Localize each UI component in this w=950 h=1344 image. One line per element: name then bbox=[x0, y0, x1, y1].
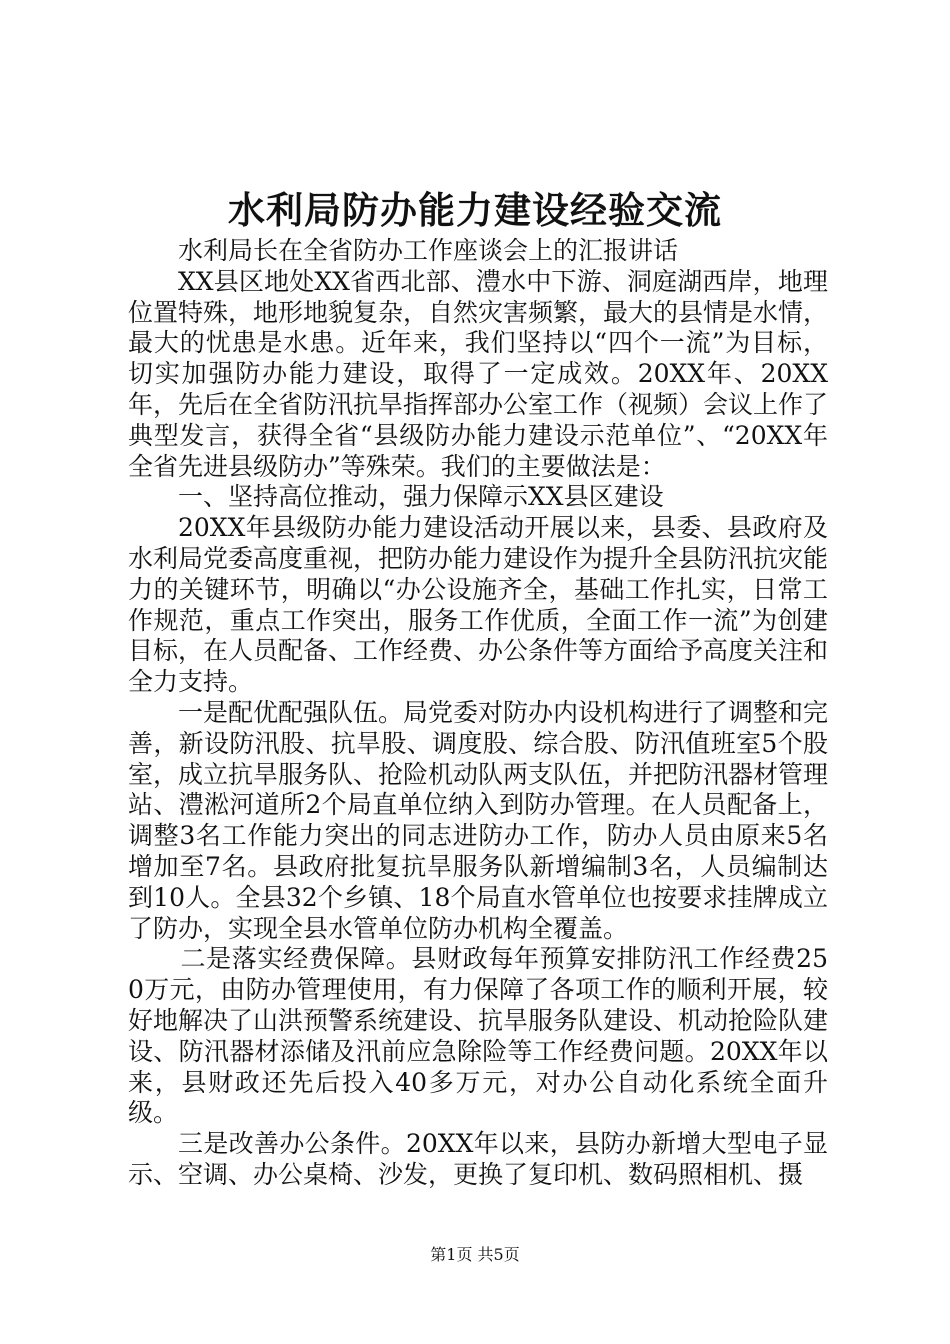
section-paragraph: 20XX年县级防办能力建设活动开展以来，县委、县政府及水利局党委高度重视，把防办能力建设作为提升全县防汛抗灾能力的关键环节，明确以“办公设施齐全，基础工作扎实，日常工作规范，重点工作突出，服务工作优质，全面工作一流”为创建目标，在人员配备、工作经费、办公条件等方面给予高度关注和全力支持。 bbox=[128, 513, 829, 697]
section-heading: 一、坚持高位推动，强力保障示XX县区建设 bbox=[178, 482, 664, 512]
point-one-paragraph: 一是配优配强队伍。局党委对防办内设机构进行了调整和完善，新设防汛股、抗旱股、调度股、综合股、防汛值班室5个股室，成立抗旱服务队、抢险机动队两支队伍，并把防汛器材管理站、澧淞河道所2个局直单位纳入到防办管理。在人员配备上，调整3名工作能力突出的同志进防办工作，防办人员由原来5名增加至7名。县政府批复抗旱服务队新增编制3名，人员编制达到10人。全县32个乡镇、18个局直水管单位也按要求挂牌成立了防办，实现全县水管单位防办机构全覆盖。 bbox=[128, 697, 829, 943]
point-two-paragraph: 二是落实经费保障。县财政每年预算安排防汛工作经费250万元，由防办管理使用，有力保障了各项工作的顺利开展，较好地解决了山洪预警系统建设、抗旱服务队建设、机动抢险队建设、防汛器材添储及汛前应急除险等工作经费问题。20XX年以来，县财政还先后投入40多万元，对办公自动化系统全面升级。 bbox=[128, 944, 829, 1128]
point-three-paragraph: 三是改善办公条件。20XX年以来，县防办新增大型电子显示、空调、办公桌椅、沙发，更换了复印机、数码照相机、摄 bbox=[128, 1129, 828, 1189]
document-body bbox=[128, 236, 828, 1191]
subtitle-paragraph: 水利局长在全省防办工作座谈会上的汇报讲话 bbox=[178, 236, 679, 265]
intro-paragraph: XX县区地处XX省西北部、澧水中下游、洞庭湖西岸，地理位置特殊，地形地貌复杂，自然灾害频繁，最大的县情是水情，最大的忧患是水患。近年来，我们坚持以“四个一流”为目标，切实加强防办能力建设，取得了一定成效。20XX年、20XX年，先后在全省防汛抗旱指挥部办公室工作（视频）会议上作了典型发言，获得全省“县级防办能力建设示范单位”、“20XX年全省先进县级防办”等殊荣。我们的主要做法是： bbox=[128, 266, 829, 481]
document-title: 水利局防办能力建设经验交流 bbox=[228, 188, 722, 232]
page-footer: 第1页 共5页 bbox=[430, 1245, 520, 1264]
